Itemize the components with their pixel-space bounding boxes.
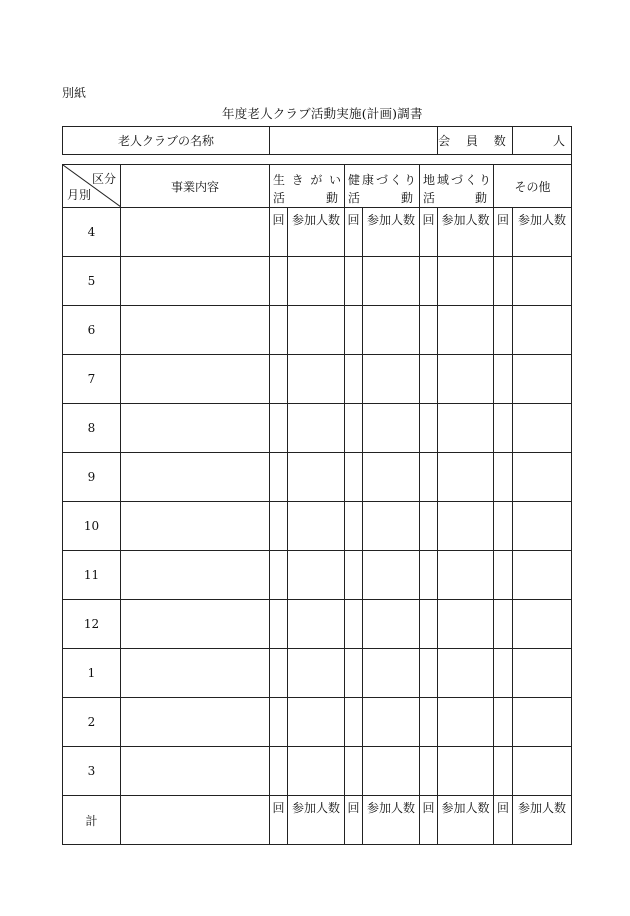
participants-field-other[interactable] xyxy=(513,306,572,355)
participants-field-community[interactable]: 参加人数 xyxy=(438,208,494,257)
participants-field-ikigai[interactable] xyxy=(288,257,345,306)
participants-field-other[interactable] xyxy=(513,649,572,698)
count-field-health[interactable]: 回 xyxy=(345,208,363,257)
count-field-other[interactable] xyxy=(494,698,513,747)
month-number: 10 xyxy=(63,502,121,551)
count-field-community[interactable]: 回 xyxy=(420,208,438,257)
count-field-community[interactable] xyxy=(420,649,438,698)
business-content-field[interactable] xyxy=(121,355,270,404)
month-number: 5 xyxy=(63,257,121,306)
month-number: 7 xyxy=(63,355,121,404)
count-field-other[interactable] xyxy=(494,257,513,306)
participants-field-health[interactable] xyxy=(363,355,420,404)
document-title: 年度老人クラブ活動実施(計画)調書 xyxy=(222,106,423,121)
business-content-field[interactable] xyxy=(121,502,270,551)
month-number: 9 xyxy=(63,453,121,502)
participants-field-health[interactable] xyxy=(363,649,420,698)
ikigai-activity-header: 生きがい 活 動 xyxy=(270,165,345,208)
count-field-other[interactable] xyxy=(494,453,513,502)
participants-field-other[interactable] xyxy=(513,257,572,306)
participants-field-health[interactable]: 参加人数 xyxy=(363,208,420,257)
participants-field-health[interactable] xyxy=(363,551,420,600)
count-field-ikigai[interactable] xyxy=(270,649,288,698)
count-field-health[interactable] xyxy=(345,502,363,551)
participants-field-other[interactable] xyxy=(513,600,572,649)
month-number: 2 xyxy=(63,698,121,747)
count-field-community[interactable] xyxy=(420,453,438,502)
participants-field-community[interactable] xyxy=(438,502,494,551)
total-participants-other: 参加人数 xyxy=(513,796,572,845)
participants-field-ikigai[interactable]: 参加人数 xyxy=(288,208,345,257)
community-activity-header: 地域づくり 活 動 xyxy=(420,165,494,208)
count-field-ikigai[interactable]: 回 xyxy=(270,208,288,257)
month-number: 1 xyxy=(63,649,121,698)
participants-field-ikigai[interactable] xyxy=(288,502,345,551)
month-label: 月別 xyxy=(67,188,92,202)
business-content-field[interactable] xyxy=(121,649,270,698)
health-activity-header: 健康づくり 活 動 xyxy=(345,165,420,208)
participants-field-other[interactable] xyxy=(513,355,572,404)
count-field-community[interactable] xyxy=(420,502,438,551)
count-field-health[interactable] xyxy=(345,600,363,649)
month-number: 3 xyxy=(63,747,121,796)
total-count-health: 回 xyxy=(345,796,363,845)
activity-report-table xyxy=(62,126,572,845)
participants-field-health[interactable] xyxy=(363,600,420,649)
business-content-field[interactable] xyxy=(121,698,270,747)
count-field-health[interactable] xyxy=(345,453,363,502)
count-field-health[interactable] xyxy=(345,698,363,747)
month-number: 4 xyxy=(63,208,121,257)
participants-field-ikigai[interactable] xyxy=(288,306,345,355)
participants-field-community[interactable] xyxy=(438,355,494,404)
count-field-ikigai[interactable] xyxy=(270,551,288,600)
count-field-community[interactable] xyxy=(420,698,438,747)
count-field-health[interactable] xyxy=(345,355,363,404)
count-field-other[interactable] xyxy=(494,306,513,355)
participants-field-other[interactable] xyxy=(513,453,572,502)
count-field-other[interactable] xyxy=(494,355,513,404)
count-field-ikigai[interactable] xyxy=(270,502,288,551)
business-content-field[interactable] xyxy=(121,208,270,257)
participants-field-health[interactable] xyxy=(363,257,420,306)
count-field-community[interactable] xyxy=(420,257,438,306)
participants-field-community[interactable] xyxy=(438,453,494,502)
participants-field-health[interactable] xyxy=(363,502,420,551)
participants-field-ikigai[interactable] xyxy=(288,551,345,600)
count-field-ikigai[interactable] xyxy=(270,404,288,453)
business-content-field[interactable] xyxy=(121,306,270,355)
division-month-header xyxy=(63,165,121,208)
participants-field-ikigai[interactable] xyxy=(288,747,345,796)
participants-field-other[interactable] xyxy=(513,502,572,551)
participants-field-community[interactable] xyxy=(438,306,494,355)
club-info-row xyxy=(63,127,572,155)
month-row xyxy=(63,600,572,649)
column-header-row xyxy=(63,165,572,208)
participants-field-health[interactable] xyxy=(363,698,420,747)
month-row xyxy=(63,208,572,257)
participants-field-community[interactable] xyxy=(438,649,494,698)
month-row xyxy=(63,698,572,747)
month-row xyxy=(63,306,572,355)
month-row xyxy=(63,453,572,502)
business-content-field[interactable] xyxy=(121,257,270,306)
participants-field-community[interactable] xyxy=(438,257,494,306)
count-field-ikigai[interactable] xyxy=(270,698,288,747)
total-business-field[interactable] xyxy=(121,796,270,845)
participants-field-other[interactable] xyxy=(513,747,572,796)
count-field-health[interactable] xyxy=(345,257,363,306)
participants-field-ikigai[interactable] xyxy=(288,649,345,698)
count-field-community[interactable] xyxy=(420,600,438,649)
count-field-community[interactable] xyxy=(420,551,438,600)
participants-field-community[interactable] xyxy=(438,551,494,600)
total-participants-ikigai: 参加人数 xyxy=(288,796,345,845)
total-participants-community: 参加人数 xyxy=(438,796,494,845)
count-field-health[interactable] xyxy=(345,649,363,698)
participants-field-ikigai[interactable] xyxy=(288,404,345,453)
count-field-community[interactable] xyxy=(420,404,438,453)
other-header: その他 xyxy=(494,165,572,208)
participants-field-health[interactable] xyxy=(363,453,420,502)
count-field-community[interactable] xyxy=(420,355,438,404)
count-field-other[interactable] xyxy=(494,551,513,600)
count-field-health[interactable] xyxy=(345,747,363,796)
month-row xyxy=(63,257,572,306)
month-row xyxy=(63,551,572,600)
count-field-other[interactable]: 回 xyxy=(494,208,513,257)
count-field-other[interactable] xyxy=(494,502,513,551)
participants-field-health[interactable] xyxy=(363,306,420,355)
participants-field-community[interactable] xyxy=(438,747,494,796)
count-field-ikigai[interactable] xyxy=(270,306,288,355)
business-content-field[interactable] xyxy=(121,453,270,502)
month-row xyxy=(63,355,572,404)
spacer-row xyxy=(63,155,572,165)
count-field-ikigai[interactable] xyxy=(270,257,288,306)
count-field-health[interactable] xyxy=(345,306,363,355)
count-field-other[interactable] xyxy=(494,600,513,649)
count-field-other[interactable] xyxy=(494,404,513,453)
club-name-label: 老人クラブの名称 xyxy=(63,127,270,155)
participants-field-community[interactable] xyxy=(438,698,494,747)
participants-field-health[interactable] xyxy=(363,747,420,796)
participants-field-ikigai[interactable] xyxy=(288,453,345,502)
month-number: 6 xyxy=(63,306,121,355)
count-field-community[interactable] xyxy=(420,306,438,355)
count-field-other[interactable] xyxy=(494,747,513,796)
total-row xyxy=(63,796,572,845)
count-field-community[interactable] xyxy=(420,747,438,796)
member-unit: 人 xyxy=(552,134,565,148)
business-content-field[interactable] xyxy=(121,747,270,796)
count-field-health[interactable] xyxy=(345,404,363,453)
month-number: 12 xyxy=(63,600,121,649)
total-count-other: 回 xyxy=(494,796,513,845)
month-number: 11 xyxy=(63,551,121,600)
appendix-label: 別紙 xyxy=(62,86,87,100)
club-name-field[interactable] xyxy=(270,127,438,155)
count-field-ikigai[interactable] xyxy=(270,747,288,796)
participants-field-health[interactable] xyxy=(363,404,420,453)
month-row xyxy=(63,502,572,551)
member-count-field[interactable] xyxy=(513,127,572,155)
total-count-community: 回 xyxy=(420,796,438,845)
participants-field-community[interactable] xyxy=(438,600,494,649)
participants-field-other[interactable] xyxy=(513,551,572,600)
member-count-label: 会 員 数 xyxy=(438,127,513,155)
participants-field-other[interactable]: 参加人数 xyxy=(513,208,572,257)
total-label: 計 xyxy=(63,796,121,845)
participants-field-other[interactable] xyxy=(513,404,572,453)
business-content-field[interactable] xyxy=(121,551,270,600)
participants-field-ikigai[interactable] xyxy=(288,600,345,649)
month-row xyxy=(63,649,572,698)
count-field-ikigai[interactable] xyxy=(270,600,288,649)
participants-field-community[interactable] xyxy=(438,404,494,453)
count-field-ikigai[interactable] xyxy=(270,453,288,502)
division-label: 区分 xyxy=(91,172,116,186)
month-row xyxy=(63,404,572,453)
total-count-ikigai: 回 xyxy=(270,796,288,845)
participants-field-other[interactable] xyxy=(513,698,572,747)
participants-field-ikigai[interactable] xyxy=(288,355,345,404)
business-content-header: 事業内容 xyxy=(121,165,270,208)
business-content-field[interactable] xyxy=(121,600,270,649)
month-row xyxy=(63,747,572,796)
month-number: 8 xyxy=(63,404,121,453)
business-content-field[interactable] xyxy=(121,404,270,453)
total-participants-health: 参加人数 xyxy=(363,796,420,845)
count-field-other[interactable] xyxy=(494,649,513,698)
count-field-ikigai[interactable] xyxy=(270,355,288,404)
participants-field-ikigai[interactable] xyxy=(288,698,345,747)
count-field-health[interactable] xyxy=(345,551,363,600)
